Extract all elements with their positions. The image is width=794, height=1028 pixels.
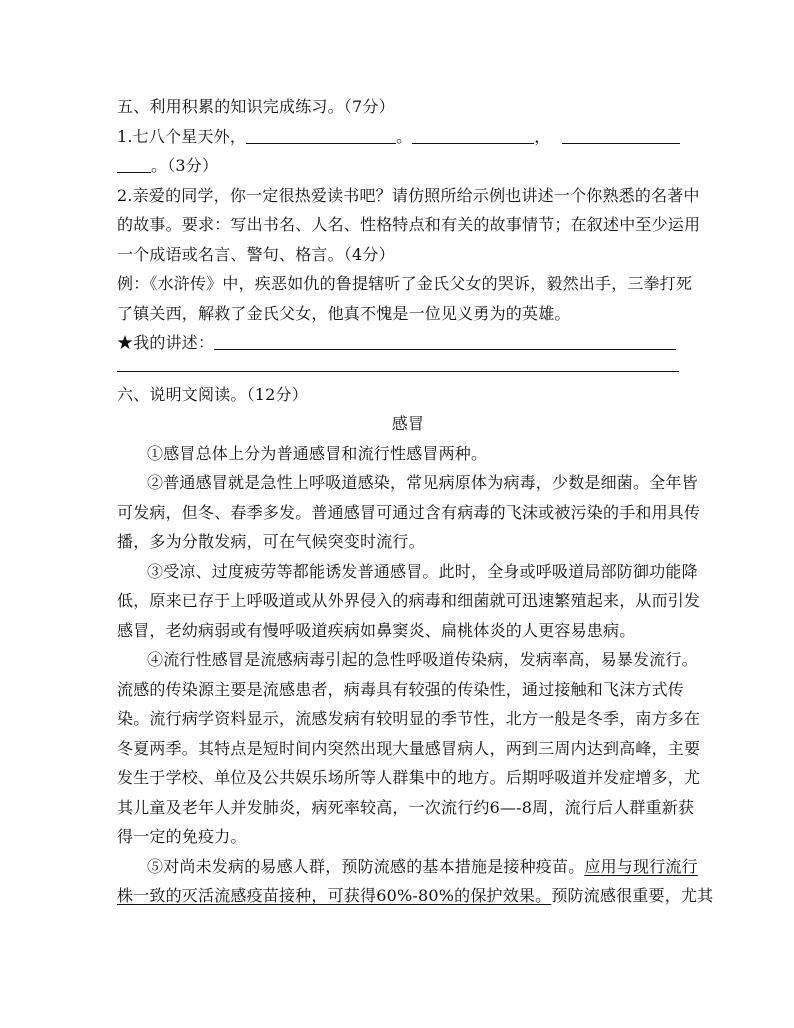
answer-blank-4[interactable] [117,154,151,173]
section-5-heading: 五、利用积累的知识完成练习。（7分） [117,97,395,116]
question-2-line-2: 的故事。要求：写出书名、人名、性格特点和有关的故事情节；在叙述中至少运用 [117,215,701,234]
question-2-line-3: 一个成语或名言、警句、格言。（4分） [117,244,395,264]
paragraph-4-line-2: 流感的传染源主要是流感患者，病毒具有较强的传染性，通过接触和飞沫方式传 [117,679,685,699]
answer-blank-1[interactable] [246,125,396,144]
paragraph-3-line-3: 感冒，老幼病弱或有慢呼吸道疾病如鼻窦炎、扁桃体炎的人更容易患病。 [117,620,636,640]
my-story-blank-2[interactable] [117,370,679,372]
paragraph-4-line-1: ④流行性感冒是流感病毒引起的急性呼吸道传染病，发病率高，易暴发流行。 [147,650,698,669]
question-1-text: 1.七八个星天外， [117,126,247,146]
question-1-end: 。（3分） [151,156,219,175]
my-story-label: ★我的讲述： [117,333,215,352]
my-story-line [117,328,679,358]
my-story-blank[interactable] [214,331,676,350]
paragraph-1-line-1: ①感冒总体上分为普通感冒和流行性感冒两种。 [147,443,488,463]
paragraph-5-line-2 [117,881,714,911]
question-2-line-1: 2.亲爱的同学，你一定很热爱读书吧？请仿照所给示例也讲述一个你熟悉的名著中 [117,185,700,205]
question-1-line-2 [117,151,679,181]
paragraph-4-line-5: 发生于学校、单位及公共娱乐场所等人群集中的地方。后期呼吸道并发症增多，尤 [117,768,701,787]
paragraph-5-underlined-2: 株一致的灭活流感疫苗接种，可获得60%-80%的保护效果。 [117,886,552,905]
paragraph-5-text-b: 预防流感很重要，尤其 [551,886,714,905]
document-page [117,92,714,911]
example-line-2: 了镇关西，解救了金氏父女，他真不愧是一位见义勇为的英雄。 [117,303,571,323]
question-1-punct-1: 。 [396,126,413,146]
article-title: 感冒 [391,414,425,433]
paragraph-5-text-a: ⑤对尚未发病的易感人群，预防流感的基本措施是接种疫苗。 [147,856,585,876]
paragraph-2-line-1: ②普通感冒就是急性上呼吸道感染，常见病原体为病毒，少数是细菌。全年皆 [147,473,698,492]
answer-blank-3[interactable] [562,125,680,144]
paragraph-5-line-1 [117,852,698,882]
answer-blank-2[interactable] [412,125,534,144]
question-1-punct-2: ， [534,126,551,146]
question-1-line [117,122,679,152]
paragraph-4-line-7: 得一定的免疫力。 [117,827,247,846]
section-6-heading: 六、说明文阅读。（12分） [117,384,308,404]
paragraph-5-underlined-1: 应用与现行流行 [584,856,698,876]
paragraph-4-line-3: 染。流行病学资料显示，流感发病有较明显的季节性，北方一般是冬季，南方多在 [117,709,701,728]
paragraph-3-line-2: 低，原来已存于上呼吸道或从外界侵入的病毒和细菌就可迅速繁殖起来，从而引发 [117,591,701,610]
paragraph-3-line-1: ③受凉、过度疲劳等都能诱发普通感冒。此时，全身或呼吸道局部防御功能降 [147,561,698,581]
paragraph-4-line-6: 其儿童及老年人并发肺炎，病死率较高，一次流行约6—-8周，流行后人群重新获 [117,797,695,817]
paragraph-2-line-2: 可发病，但冬、春季多发。普通感冒可通过含有病毒的飞沫或被污染的手和用具传 [117,502,701,522]
paragraph-2-line-3: 播，多为分散发病，可在气候突变时流行。 [117,532,425,551]
paragraph-4-line-4: 冬夏两季。其特点是短时间内突然出现大量感冒病人，两到三周内达到高峰，主要 [117,738,701,758]
example-line-1: 例：《水浒传》中，疾恶如仇的鲁提辖听了金氏父女的哭诉，毅然出手，三拳打死 [117,274,693,293]
